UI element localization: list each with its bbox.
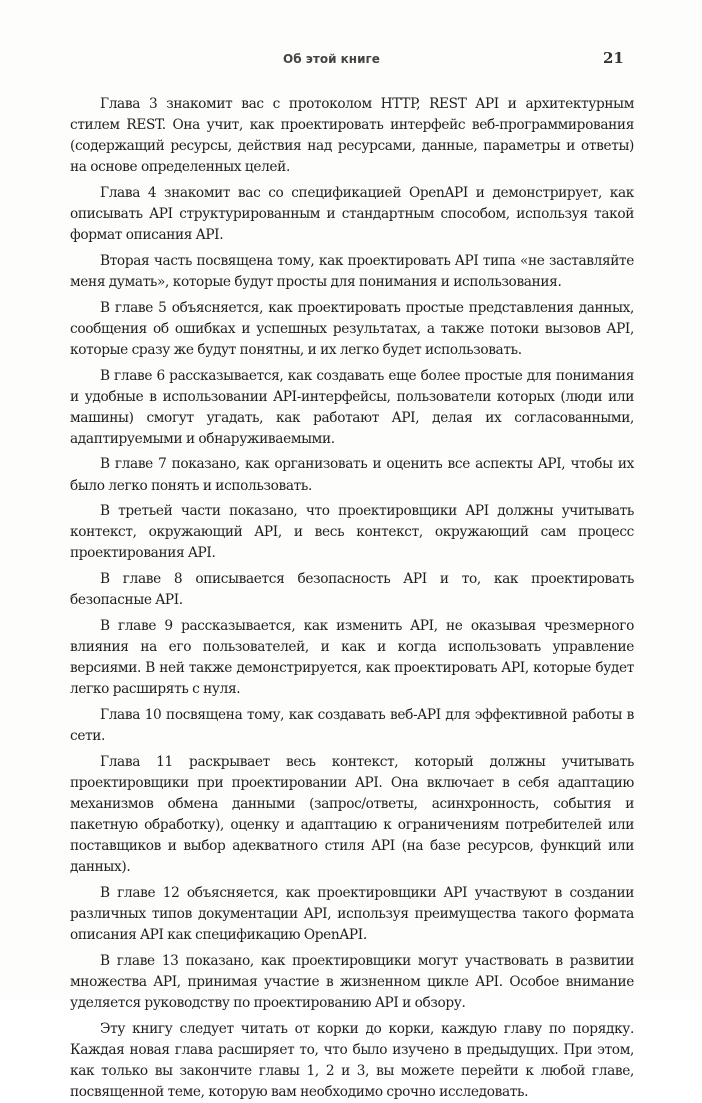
paragraph-chapter-4: Глава 4 знакомит вас со спецификацией OpenAPI и демонстрирует, как описывать API структурированным и стандартным способом, используя такой формат описания API. [70, 184, 634, 244]
paragraph-chapter-3: Глава 3 знакомит вас с протоколом HTTP, REST API и архитектурным стилем REST. Она учит, как проектировать интерфейс веб-программирования (содержащий ресурсы, действия над ресурсами, данные, параметры и ответы) на основе определенных целей. [70, 96, 634, 176]
page-number: 21 [603, 49, 624, 67]
paragraph-chapter-10: Глава 10 посвящена тому, как создавать веб-API для эффективной работы в сети. [70, 706, 634, 744]
paragraph-chapter-12: В главе 12 объясняется, как проектировщики API участвуют в создании различных типов документации API, используя преимущества такого формата описания API как спецификацию OpenAPI. [70, 884, 634, 943]
paragraph-chapter-11: Глава 11 раскрывает весь контекст, который должны учитывать проектировщики при проектировании API. Она включает в себя адаптацию механизмов обмена данными (запрос/ответы, асинхронность, события и пакетную обработку), оценку и адаптацию к ограничениям потребителей или поставщиков и выбор адекватного стиля API (на базе ресурсов, функций или данных). [70, 753, 634, 876]
paragraph-chapter-6: В главе 6 рассказывается, как создавать еще более простые для понимания и удобные в использовании API-интерфейсы, пользователи которых (люди или машины) смогут угадать, как работают API, делая их согласованными, адаптируемыми и обнаруживаемыми. [70, 367, 634, 447]
running-header [70, 48, 632, 70]
paragraph-chapter-13: В главе 13 показано, как проектировщики могут участвовать в развитии множества API, принимая участие в жизненном цикле API. Особое внимание уделяется руководству по проектированию API и обзору. [70, 952, 634, 1011]
paragraph-chapter-9: В главе 9 рассказывается, как изменить API, не оказывая чрезмерного влияния на его пользователей, и как и когда использовать управление версиями. В ней также демонстрируется, как проектировать API, которые будет легко расширять с нуля. [70, 617, 634, 698]
paragraph-chapter-5: В главе 5 объясняется, как проектировать простые представления данных, сообщения об ошибках и успешных результатах, а также потоки вызовов API, которые сразу же будут понятны, и их легко будет использовать. [70, 299, 634, 358]
paragraph-chapter-7: В главе 7 показано, как организовать и оценить все аспекты API, чтобы их было легко понять и использовать. [70, 456, 634, 494]
paragraph-part-3: В третьей части показано, что проектировщики API должны учитывать контекст, окружающий API, и весь контекст, окружающий сам процесс проектирования API. [70, 503, 634, 562]
paragraph-chapter-8: В главе 8 описывается безопасность API и то, как проектировать безопасные API. [70, 571, 634, 609]
running-title: Об этой книге [283, 52, 380, 66]
paragraph-part-2: Вторая часть посвящена тому, как проектировать API типа «не заставляйте меня думать», которые будут просты для понимания и использования. [70, 252, 634, 290]
paragraph-reading-order: Эту книгу следует читать от корки до корки, каждую главу по порядку. Каждая новая глава расширяет то, что было изучено в предыдущих. При этом, как только вы закончите главы 1, 2 и 3, вы можете перейти к любой главе, посвященной теме, которую вам необходимо срочно исследовать. [70, 1020, 634, 1100]
body-text [70, 94, 634, 1103]
